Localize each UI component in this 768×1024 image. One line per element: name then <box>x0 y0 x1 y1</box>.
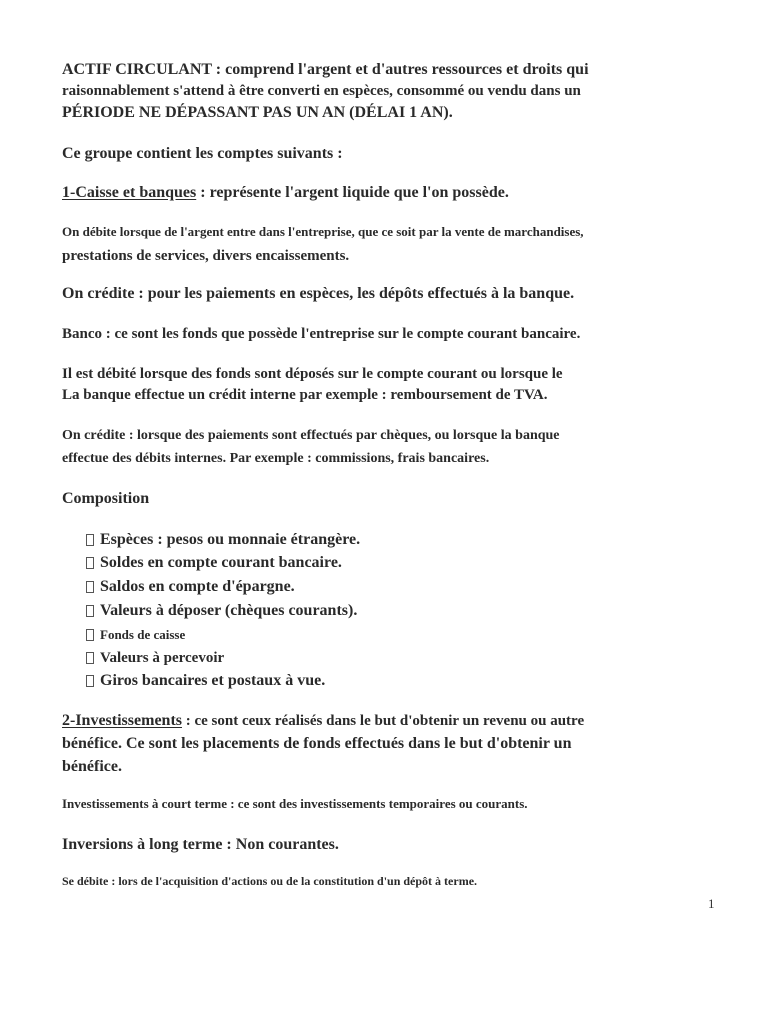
bullet-box-icon <box>86 629 94 641</box>
list-item: Espèces : pesos ou monnaie étrangère. <box>86 528 646 551</box>
long-term-paragraph: Inversions à long terme : Non courantes. <box>62 836 339 853</box>
composition-heading: Composition <box>62 490 150 507</box>
group-heading: Ce groupe contient les comptes suivants : <box>62 145 343 162</box>
banco-credit-line-2: effectue des débits internes. Par exemple : commissions, frais bancaires. <box>62 451 490 466</box>
page-number: 1 <box>708 896 715 911</box>
short-term-paragraph: Investissements à court terme : ce sont des investissements temporaires ou courants. <box>62 796 528 811</box>
section1-heading <box>62 183 662 203</box>
section2-paragraph <box>62 710 662 778</box>
banco-debit-line-1: Il est débité lorsque des fonds sont déposés sur le compte courant ou lorsque le <box>62 366 563 382</box>
section1-credit-paragraph: On crédite : pour les paiements en espèces, les dépôts effectués à la banque. <box>62 285 575 302</box>
intro-line-1: ACTIF CIRCULANT : comprend l'argent et d'autres ressources et droits qui <box>62 61 589 78</box>
bullet-box-icon <box>86 675 94 687</box>
section1-debit-paragraph <box>62 222 662 270</box>
bullet-box-icon <box>86 557 94 569</box>
bullet-box-icon <box>86 605 94 617</box>
composition-list <box>86 528 646 693</box>
section1-debit-line-2: prestations de services, divers encaissements. <box>62 248 350 264</box>
section1-debit-line-1: On débite lorsque de l'argent entre dans l'entreprise, que ce soit par la vente de marchandises, <box>62 224 584 239</box>
intro-line-2: raisonnablement s'attend à être converti en espèces, consommé ou vendu dans un <box>62 83 581 99</box>
bullet-box-icon <box>86 652 94 664</box>
section2-title-rest: : ce sont ceux réalisés dans le but d'obtenir un revenu ou autre <box>182 713 585 729</box>
section2-line-3: bénéfice. <box>62 758 122 775</box>
banco-paragraph: Banco : ce sont les fonds que possède l'entreprise sur le compte courant bancaire. <box>62 326 581 342</box>
debit-note: Se débite : lors de l'acquisition d'actions ou de la constitution d'un dépôt à terme. <box>62 874 478 888</box>
banco-debit-paragraph <box>62 364 662 406</box>
list-item: Valeurs à percevoir <box>86 647 646 669</box>
bullet-box-icon <box>86 581 94 593</box>
list-item: Valeurs à déposer (chèques courants). <box>86 599 646 623</box>
list-item: Fonds de caisse <box>86 623 646 647</box>
intro-paragraph <box>62 60 662 124</box>
banco-credit-paragraph <box>62 426 662 472</box>
list-item: Saldos en compte d'épargne. <box>86 575 646 599</box>
section1-title: 1-Caisse et banques <box>62 184 197 201</box>
list-item: Giros bancaires et postaux à vue. <box>86 669 646 693</box>
banco-credit-line-1: On crédite : lorsque des paiements sont effectués par chèques, ou lorsque la banque <box>62 428 560 443</box>
section1-title-rest: : représente l'argent liquide que l'on possède. <box>196 184 509 201</box>
intro-line-3: PÉRIODE NE DÉPASSANT PAS UN AN (DÉLAI 1 AN). <box>62 104 453 121</box>
section2-line-2: bénéfice. Ce sont les placements de fonds effectués dans le but d'obtenir un <box>62 735 572 752</box>
section2-title: 2-Investissements <box>62 712 182 729</box>
banco-debit-line-2: La banque effectue un crédit interne par exemple : remboursement de TVA. <box>62 387 548 403</box>
list-item: Soldes en compte courant bancaire. <box>86 551 646 575</box>
section2-line-1 <box>62 710 662 732</box>
bullet-box-icon <box>86 534 94 546</box>
